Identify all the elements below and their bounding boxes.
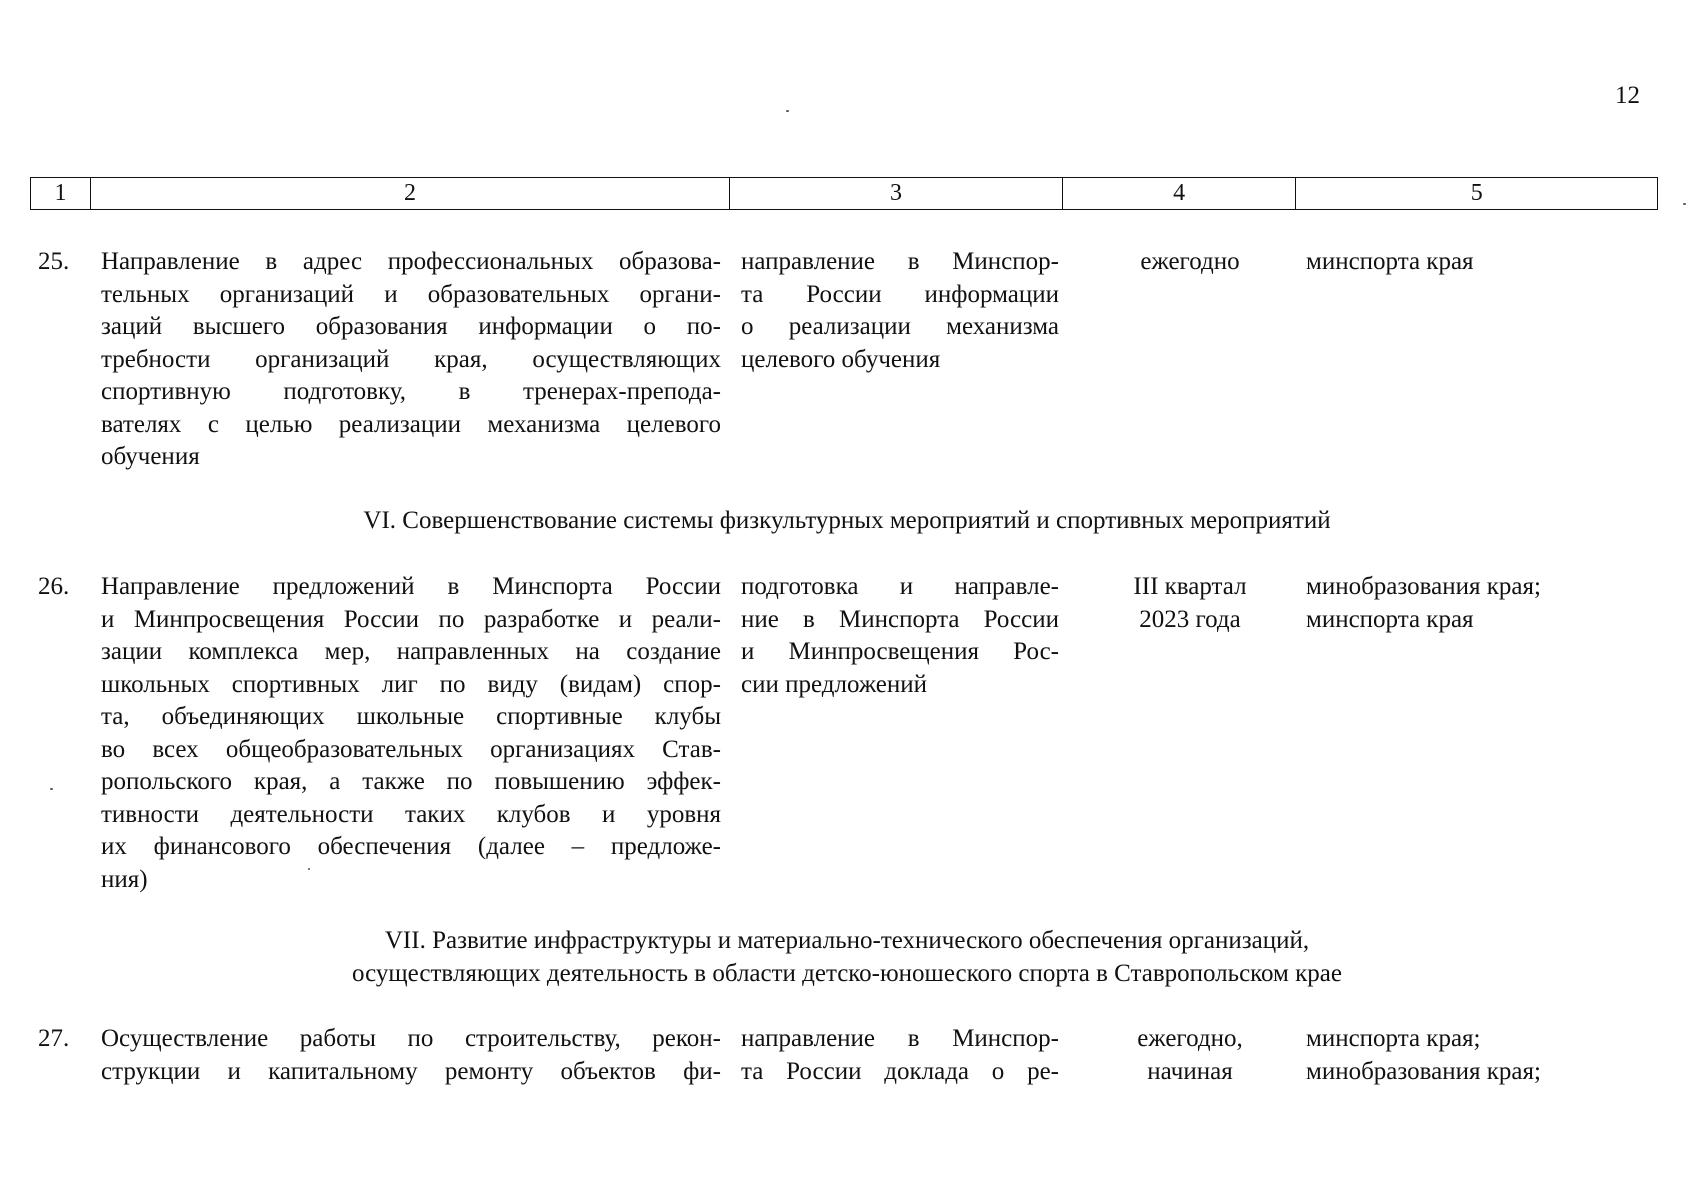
desc-line: вателях с целью реализации механизма целевого [101,410,721,438]
result-line: подготовка и направле- [741,573,1059,600]
row-number: 25. [38,248,70,275]
desc-line: ропольского края, а также по повышению эффек- [101,768,721,795]
result-line: целевого обучения [741,345,941,373]
row-result [741,571,1059,701]
result-line: направление в Минспор- [741,1025,1059,1052]
scan-speck [786,110,789,112]
desc-line: та, объединяющих школьные спортивные клубы [101,703,721,730]
desc-line: обучения [101,443,200,470]
scan-speck [1683,203,1686,205]
row-description [101,571,721,896]
desc-line: и Минпросвещения России по разработке и реали- [101,605,721,633]
scan-speck [50,788,53,790]
executor-line: минспорта края [1306,605,1474,633]
section-heading-vi [0,505,1694,538]
section-heading-line: осуществляющих деятельность в области детско-юношеского спорта в Ставропольском крае [352,959,1342,987]
row-term [1095,1023,1285,1088]
section-heading-line: VII. Развитие инфраструктуры и материально-технического обеспечения организаций, [384,927,1310,954]
term-line: III квартал [1133,573,1247,600]
result-line: сии предложений [741,670,927,698]
result-line: направление в Минспор- [741,248,1059,275]
term-line: 2023 года [1139,605,1241,633]
executor-line: минспорта края [1306,248,1474,275]
result-line: и Минпросвещения Рос- [741,638,1059,665]
desc-line: Направление предложений в Минспорта России [101,573,721,600]
row-executor [1306,246,1666,279]
term-line: начиная [1147,1057,1233,1085]
row-executor [1306,571,1666,636]
result-line: та России информации [741,280,1059,308]
desc-line: ния) [101,865,148,893]
desc-line: требности организаций края, осуществляющих [101,345,721,373]
row-description [101,1023,721,1088]
section-heading-vii [0,925,1694,990]
desc-line: Направление в адрес профессиональных образова- [101,248,721,275]
header-col-2: 2 [91,178,730,209]
row-result [741,1023,1059,1088]
desc-line: тивности деятельности таких клубов и уровня [101,800,721,828]
section-heading-line: VI. Совершенствование системы физкультурных мероприятий и спортивных мероприятий [363,507,1331,534]
column-number-header [30,177,1658,210]
result-line: та России доклада о ре- [741,1057,1059,1085]
row-term [1095,571,1285,636]
row-number: 26. [38,573,70,600]
header-col-4: 4 [1063,178,1297,209]
desc-line: Осуществление работы по строительству, рекон- [101,1025,721,1052]
desc-line: тельных организаций и образовательных органи- [101,280,721,308]
executor-line: минобразования края; [1306,573,1541,600]
row-result [741,246,1059,376]
row-executor [1306,1023,1666,1088]
desc-line: заций высшего образования информации о по- [101,313,721,340]
row-term [1095,246,1285,279]
row-description [101,246,721,474]
executor-line: минспорта края; [1306,1025,1481,1052]
result-line: ние в Минспорта России [741,605,1059,633]
result-line: о реализации механизма [741,313,1059,340]
header-col-5: 5 [1470,180,1483,206]
row-number: 27. [38,1025,70,1052]
desc-line: их финансового обеспечения (далее – предложе- [101,833,721,860]
desc-line: во всех общеобразовательных организациях Став- [101,735,721,763]
desc-line: спортивную подготовку, в тренерах-препода- [101,378,721,405]
header-col-1: 1 [31,178,91,209]
header-col-3: 3 [730,178,1063,209]
executor-line: минобразования края; [1306,1057,1541,1085]
term-line: ежегодно [1140,248,1240,275]
desc-line: струкции и капитальному ремонту объектов фи- [101,1057,721,1085]
desc-line: школьных спортивных лиг по виду (видам) спор- [101,670,721,698]
scan-speck [308,868,310,870]
term-line: ежегодно, [1137,1025,1243,1052]
desc-line: зации комплекса мер, направленных на создание [101,638,721,665]
page-number: 12 [1615,82,1640,109]
